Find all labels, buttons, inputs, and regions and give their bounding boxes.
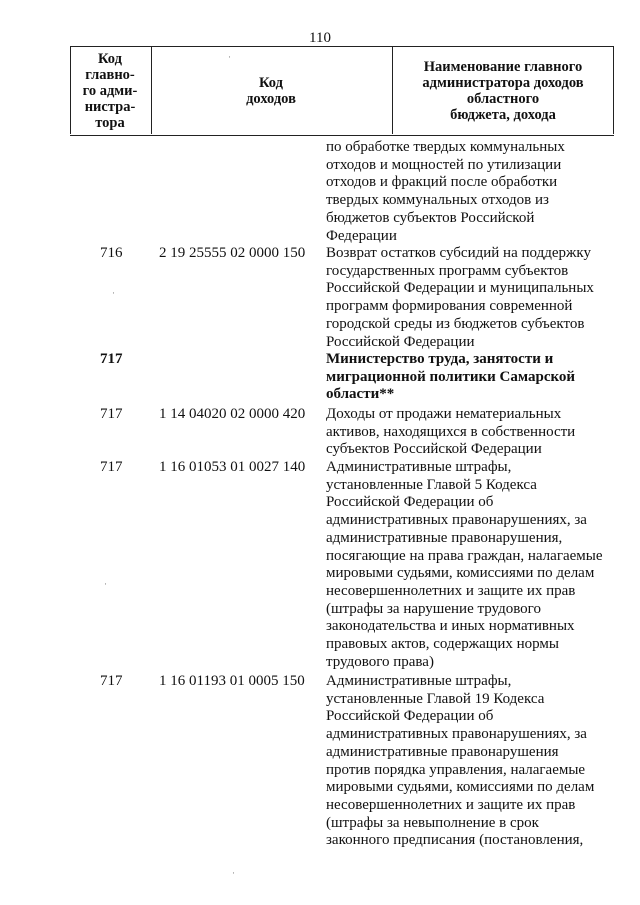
admin-code-cell: 717 bbox=[100, 459, 123, 475]
header-name: Наименование главного администратора доходов областного бюджета, дохода bbox=[422, 59, 584, 123]
name-cell: по обработке твердых коммунальных отходов и мощностей по утилизации отходов и фракций после обработки твердых коммунальных отходов из бюджетов субъектов Российской Федерации bbox=[326, 139, 565, 244]
income-code-cell: 1 16 01053 01 0027 140 bbox=[159, 459, 306, 475]
header-income-code: Код доходов bbox=[246, 75, 296, 107]
scan-speck: · bbox=[228, 52, 231, 62]
name-cell: Доходы от продажи нематериальных активов, находящихся в собственности субъектов Российской Федерации bbox=[326, 406, 576, 458]
income-code-cell: 1 16 01193 01 0005 150 bbox=[159, 673, 305, 689]
scan-speck: · bbox=[112, 288, 115, 298]
header-admin-code: Код главно- го адми- нистра- тора bbox=[82, 51, 138, 131]
scan-speck: · bbox=[104, 579, 107, 589]
scan-speck: · bbox=[232, 868, 235, 878]
header-divider bbox=[392, 46, 393, 134]
name-cell: Министерство труда, занятости и миграционной политики Самарской области** bbox=[326, 351, 576, 403]
header-divider bbox=[151, 46, 152, 134]
page-number: 110 bbox=[309, 30, 331, 46]
admin-code-cell: 717 bbox=[100, 351, 123, 367]
name-cell: Административные штрафы, установленные Главой 19 Кодекса Российской Федерации об административных правонарушениях, за административные правонарушения против порядка управления, налагаемые мировыми судьями, комиссиями по делам несовершеннолетних и защите их прав (штрафы за невыполнение в срок законного предписания (постановления, bbox=[326, 673, 595, 849]
admin-code-cell: 717 bbox=[100, 673, 123, 689]
admin-code-cell: 717 bbox=[100, 406, 123, 422]
header-divider bbox=[70, 46, 71, 134]
name-cell: Административные штрафы, установленные Главой 5 Кодекса Российской Федерации об административных правонарушениях, за административные правонарушения, посягающие на права граждан, налагаемые мировыми судьями, комиссиями по делам несовершеннолетних и защите их прав (штрафы за нарушение трудового законодательства и иных нормативных правовых актов, содержащих нормы трудового права) bbox=[326, 459, 603, 670]
income-code-cell: 2 19 25555 02 0000 150 bbox=[159, 245, 306, 261]
admin-code-cell: 716 bbox=[100, 245, 123, 261]
header-divider bbox=[613, 46, 614, 134]
income-code-cell: 1 14 04020 02 0000 420 bbox=[159, 406, 306, 422]
name-cell: Возврат остатков субсидий на поддержку государственных программ субъектов Российской Федерации и муниципальных программ формирования современной городской среды из бюджетов субъектов Российской Федерации bbox=[326, 245, 594, 350]
